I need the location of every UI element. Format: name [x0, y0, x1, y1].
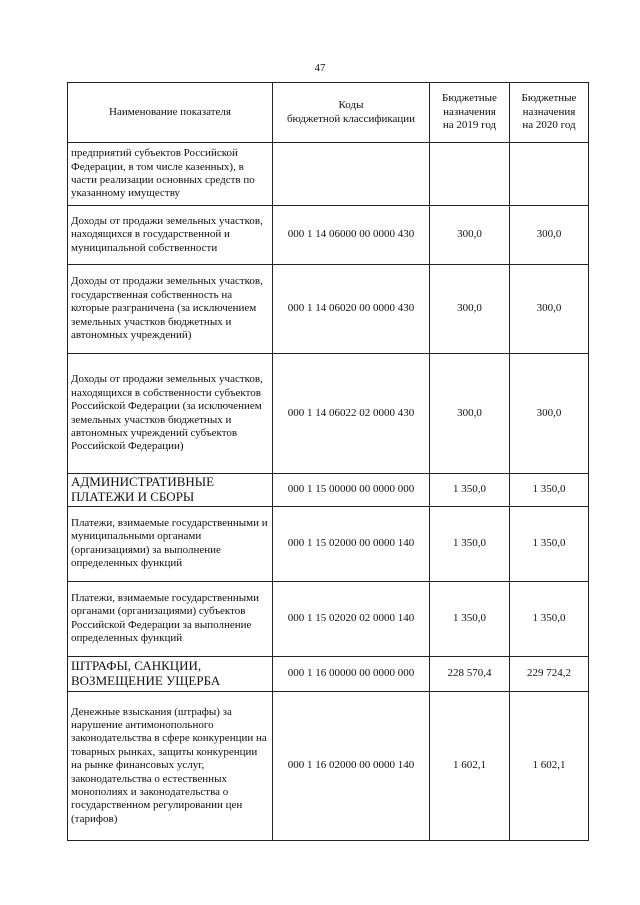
- page-number: 47: [314, 62, 326, 74]
- row-value-2019: 1 350,0: [430, 474, 510, 507]
- row-name: Доходы от продажи земельных участков, находящихся в государственной и муниципальной собственности: [68, 206, 273, 265]
- row-value-2019: 1 602,1: [430, 691, 510, 840]
- row-value-2019: [430, 143, 510, 206]
- row-value-2019: 300,0: [430, 265, 510, 354]
- row-value-2020: 1 350,0: [510, 506, 589, 581]
- row-code: 000 1 15 02000 00 0000 140: [273, 506, 430, 581]
- header-2019: [430, 83, 510, 143]
- table-row: [68, 354, 589, 474]
- budget-table: [67, 82, 589, 841]
- header-name: [68, 83, 273, 143]
- row-code: 000 1 15 00000 00 0000 000: [273, 474, 430, 507]
- header-2020-line3: на 2020 год: [522, 119, 576, 132]
- row-code: [273, 143, 430, 206]
- row-code: 000 1 16 00000 00 0000 000: [273, 656, 430, 691]
- table-row: [68, 656, 589, 691]
- row-value-2020: 1 350,0: [510, 581, 589, 656]
- header-2019-line2: назначения: [443, 105, 496, 118]
- row-name: АДМИНИСТРАТИВНЫЕ ПЛАТЕЖИ И СБОРЫ: [68, 474, 273, 507]
- row-value-2020: 229 724,2: [510, 656, 589, 691]
- row-code: 000 1 14 06022 02 0000 430: [273, 354, 430, 474]
- row-name: Доходы от продажи земельных участков, находящихся в собственности субъектов Российской Федерации (за исключением земельных участков бюджетных и автономных учреждений субъектов Российской Федерации): [68, 354, 273, 474]
- row-name: Денежные взыскания (штрафы) за нарушение антимонопольного законодательства в сфере конкуренции на товарных рынках, защиты конкуренции на рынке финансовых услуг, законодательства о естественных монополиях и законодательства о государственном регулировании цен (тарифов): [68, 691, 273, 840]
- table-row: [68, 581, 589, 656]
- row-name: Платежи, взимаемые государственными и муниципальными органами (организациями) за выполнение определенных функций: [68, 506, 273, 581]
- table-row: [68, 474, 589, 507]
- row-code: 000 1 16 02000 00 0000 140: [273, 691, 430, 840]
- row-value-2020: 1 350,0: [510, 474, 589, 507]
- row-name: ШТРАФЫ, САНКЦИИ, ВОЗМЕЩЕНИЕ УЩЕРБА: [68, 656, 273, 691]
- header-2019-line3: на 2019 год: [442, 119, 497, 132]
- header-2020-line2: назначения: [522, 105, 576, 118]
- header-2020-line1: Бюджетные: [521, 92, 577, 105]
- table-row: [68, 206, 589, 265]
- header-code-line1: Коды: [338, 99, 364, 112]
- header-code: [273, 83, 430, 143]
- header-2019-line1: Бюджетные: [442, 92, 497, 105]
- header-code-line2: бюджетной классификации: [286, 112, 416, 125]
- header-row: [68, 83, 589, 143]
- table-row: [68, 143, 589, 206]
- row-name: предприятий субъектов Российской Федерации, в том числе казенных), в части реализации основных средств по указанному имуществу: [68, 143, 273, 206]
- row-value-2019: 1 350,0: [430, 581, 510, 656]
- header-2020: [510, 83, 589, 143]
- row-value-2020: 300,0: [510, 265, 589, 354]
- row-value-2020: 1 602,1: [510, 691, 589, 840]
- row-code: 000 1 14 06000 00 0000 430: [273, 206, 430, 265]
- table-row: [68, 506, 589, 581]
- row-name: Доходы от продажи земельных участков, государственная собственность на которые разграничена (за исключением земельных участков бюджетных и автономных учреждений): [68, 265, 273, 354]
- row-code: 000 1 14 06020 00 0000 430: [273, 265, 430, 354]
- row-code: 000 1 15 02020 02 0000 140: [273, 581, 430, 656]
- row-value-2020: 300,0: [510, 206, 589, 265]
- row-value-2020: [510, 143, 589, 206]
- table-row: [68, 691, 589, 840]
- row-value-2019: 300,0: [430, 354, 510, 474]
- header-name-text: Наименование показателя: [109, 105, 231, 118]
- row-value-2019: 300,0: [430, 206, 510, 265]
- row-name: Платежи, взимаемые государственными органами (организациями) субъектов Российской Федерации за выполнение определенных функций: [68, 581, 273, 656]
- row-value-2020: 300,0: [510, 354, 589, 474]
- table-row: [68, 265, 589, 354]
- row-value-2019: 1 350,0: [430, 506, 510, 581]
- row-value-2019: 228 570,4: [430, 656, 510, 691]
